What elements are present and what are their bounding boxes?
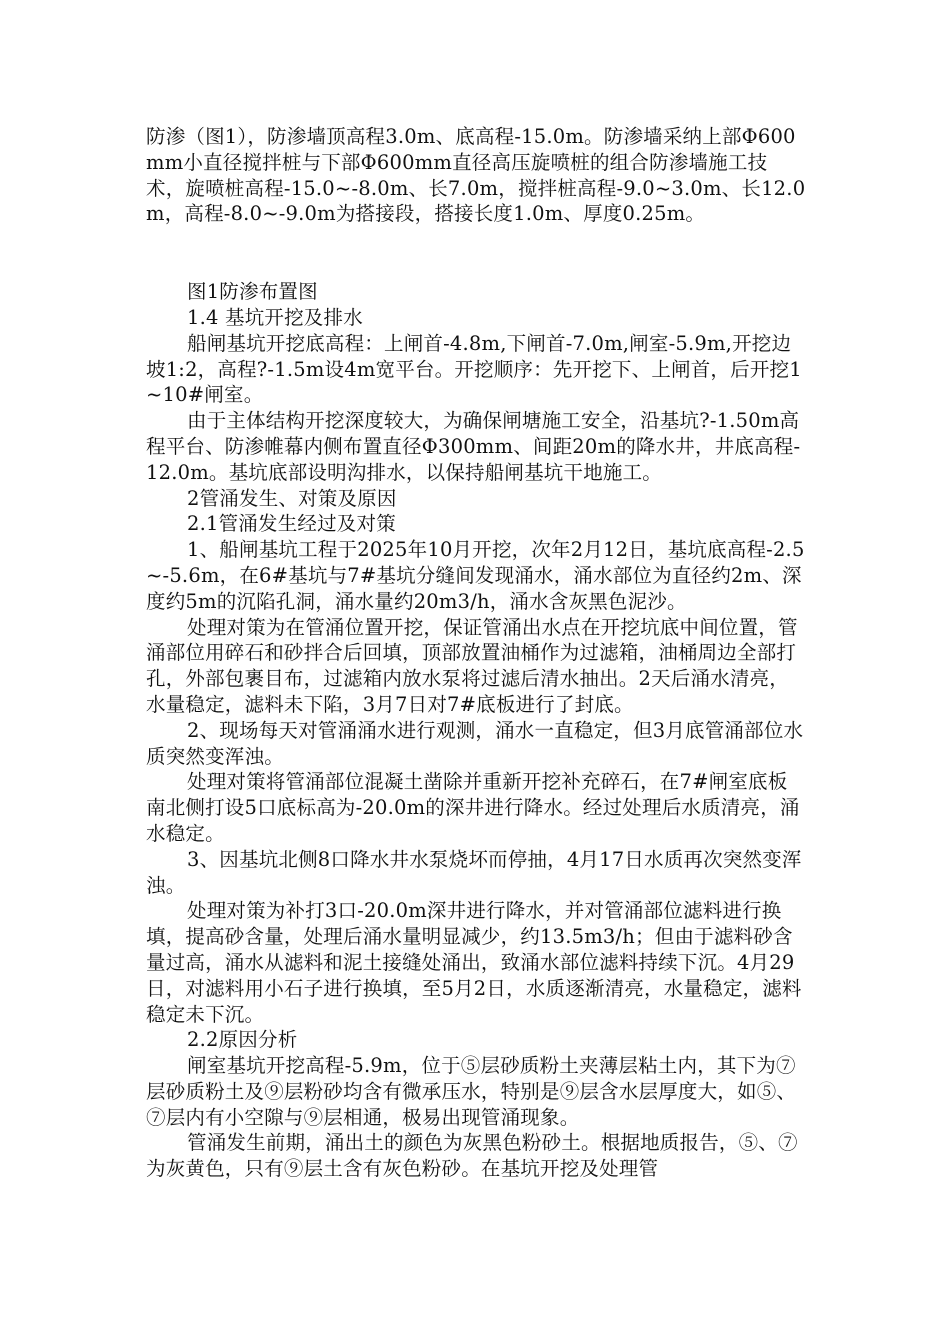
document-body <box>146 124 806 1182</box>
section-heading-2: 2管涌发生、对策及原因 <box>187 486 397 510</box>
paragraph-countermeasure-1: 处理对策为在管涌位置开挖，保证管涌出水点在开挖坑底中间位置，管涌部位用碎石和砂拌合后回填，顶部放置油桶作为过滤箱，油桶周边全部打孔，外部包裹目布，过滤箱内放水泵将过滤后清水抽出。2天后涌水清亮，水量稳定，滤料未下陷，3月7日对7#底板进行了封底。 <box>146 615 798 716</box>
paragraph-soil-color: 管涌发生前期，涌出土的颜色为灰黑色粉砂土。根据地质报告，⑤、⑦为灰黄色，只有⑨层土含有灰色粉砂。在基坑开挖及处理管 <box>146 1131 798 1181</box>
paragraph-intro: 防渗（图1），防渗墙顶高程3.0m、底高程-15.0m。防渗墙采纳上部Φ600mm小直径搅拌桩与下部Φ600mm直径高压旋喷桩的组合防渗墙施工技术，旋喷桩高程-15.0~-8.0m、长7.0m，搅拌桩高程-9.0~3.0m、长12.0m，高程-8.0~-9.0m为搭接段，搭接长度1.0m、厚度0.25m。 <box>146 125 806 226</box>
paragraph-countermeasure-2: 处理对策将管涌部位混凝土凿除并重新开挖补充碎石，在7#闸室底板南北侧打设5口底标高为-20.0m的深井进行降水。经过处理后水质清亮，涌水稳定。 <box>146 770 800 845</box>
paragraph-event-2: 2、现场每天对管涌涌水进行观测，涌水一直稳定，但3月底管涌部位水质突然变浑浊。 <box>146 718 804 768</box>
section-heading-2-2: 2.2原因分析 <box>187 1028 298 1052</box>
paragraph-event-3: 3、因基坑北侧8口降水井水泵烧坏而停抽，4月17日水质再次突然变浑浊。 <box>146 847 802 897</box>
paragraph-excavation-elevation: 船闸基坑开挖底高程：上闸首-4.8m,下闸首-7.0m,闸室-5.9m,开挖边坡1:2，高程?-1.5m设4m宽平台。开挖顺序：先开挖下、上闸首，后开挖1~10#闸室。 <box>146 331 802 407</box>
paragraph-countermeasure-3: 处理对策为补打3口-20.0m深井进行降水，并对管涌部位滤料进行换填，提高砂含量，处理后涌水量明显减少，约13.5m3/h；但由于滤料砂含量过高，涌水从滤料和泥土接缝处涌出，致涌水部位滤料持续下沉。4月29日，对滤料用小石子进行换填，至5月2日，水质逐渐清亮，水量稳定，滤料稳定未下沉。 <box>146 899 802 1026</box>
figure-caption: 图1防渗布置图 <box>187 280 318 304</box>
paragraph-cause-analysis: 闸室基坑开挖高程-5.9m，位于⑤层砂质粉土夹薄层粘土内，其下为⑦层砂质粉土及⑨层粉砂均含有微承压水，特别是⑨层含水层厚度大，如⑤、⑦层内有小空隙与⑨层相通，极易出现管涌现象。 <box>146 1054 797 1129</box>
section-heading-1-4: 1.4 基坑开挖及排水 <box>187 305 363 329</box>
paragraph-gap <box>146 227 806 279</box>
section-heading-2-1: 2.1管涌发生经过及对策 <box>187 512 396 536</box>
paragraph-event-1: 1、船闸基坑工程于2025年10月开挖，次年2月12日，基坑底高程-2.5~-5.6m，在6#基坑与7#基坑分缝间发现涌水，涌水部位为直径约2m、深度约5m的沉陷孔洞，涌水量约20m3/h，涌水含灰黑色泥沙。 <box>146 538 805 613</box>
paragraph-dewatering-wells: 由于主体结构开挖深度较大，为确保闸塘施工安全，沿基坑?-1.50m高程平台、防渗帷幕内侧布置直径Φ300mm、间距20m的降水井，井底高程-12.0m。基坑底部设明沟排水，以保持船闸基坑干地施工。 <box>146 409 801 484</box>
